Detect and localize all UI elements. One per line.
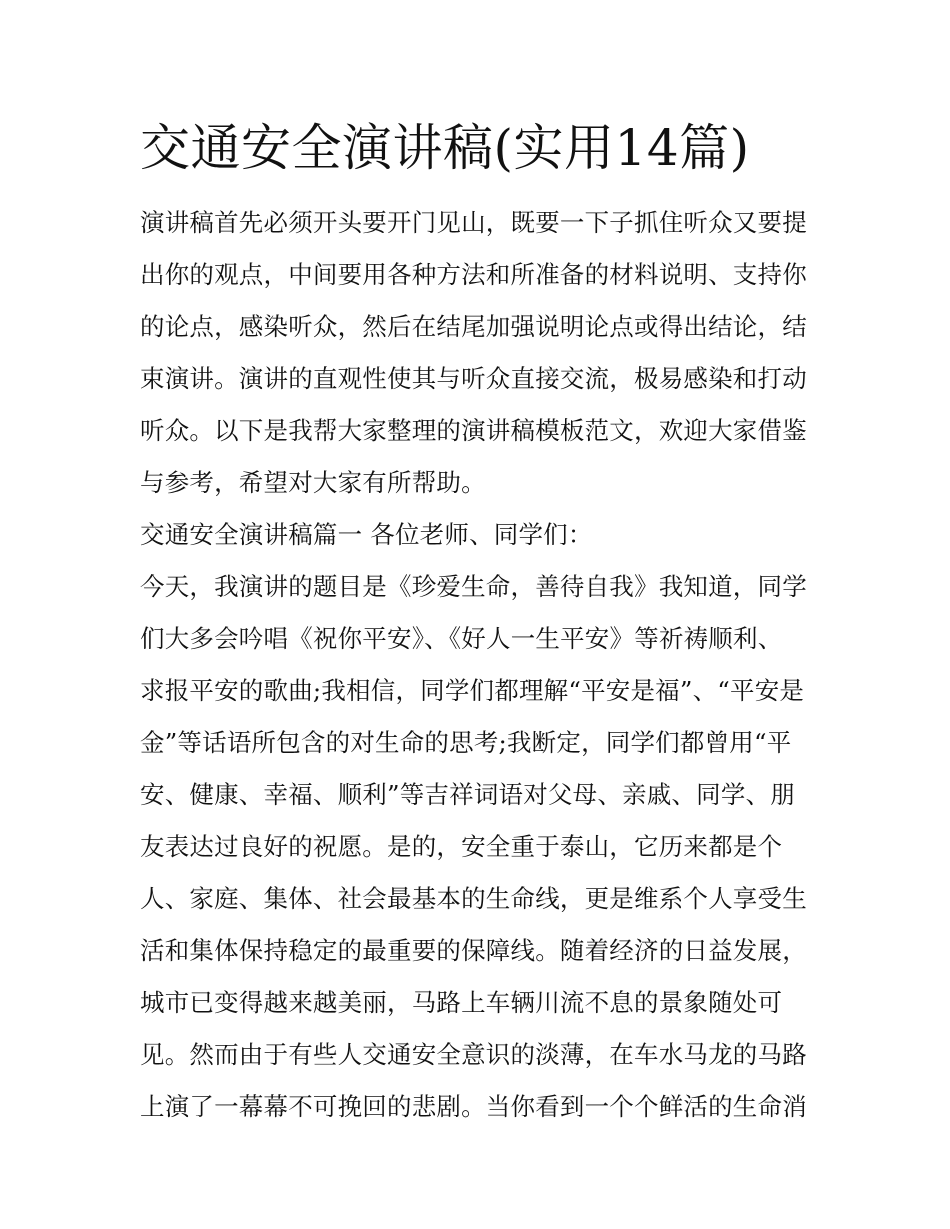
document-body xyxy=(140,197,812,1133)
body-line: 今天，我演讲的题目是《珍爱生命，善待自我》我知道，同学 xyxy=(140,572,807,601)
body-line: 安、健康、幸福、顺利”等吉祥词语对父母、亲戚、同学、朋 xyxy=(140,780,795,809)
body-line: 活和集体保持稳定的最重要的保障线。随着经济的日益发展， xyxy=(140,936,807,965)
body-line: 与参考，希望对大家有所帮助。 xyxy=(140,468,486,497)
document-title: 交通安全演讲稿(实用14篇) xyxy=(140,119,750,177)
body-line: 求报平安的歌曲;我相信，同学们都理解“平安是福”、“平安是 xyxy=(140,676,805,705)
body-line: 出你的观点，中间要用各种方法和所准备的材料说明、支持你 xyxy=(140,260,807,289)
body-line: 人、家庭、集体、社会最基本的生命线，更是维系个人享受生 xyxy=(140,884,807,913)
body-line: 的论点，感染听众，然后在结尾加强说明论点或得出结论，结 xyxy=(140,312,807,341)
body-line: 友表达过良好的祝愿。是的，安全重于泰山，它历来都是个 xyxy=(140,832,783,861)
body-line: 演讲稿首先必须开头要开门见山，既要一下子抓住听众又要提 xyxy=(140,208,807,237)
body-line: 束演讲。演讲的直观性使其与听众直接交流，极易感染和打动 xyxy=(140,364,807,393)
body-line: 见。然而由于有些人交通安全意识的淡薄，在车水马龙的马路 xyxy=(140,1040,807,1069)
body-line: 金”等话语所包含的对生命的思考;我断定，同学们都曾用“平 xyxy=(140,728,792,757)
section-heading-line: 交通安全演讲稿篇一 各位老师、同学们： xyxy=(140,520,593,549)
body-line: 上演了一幕幕不可挽回的悲剧。当你看到一个个鲜活的生命消 xyxy=(140,1092,807,1121)
body-line: 听众。以下是我帮大家整理的演讲稿模板范文，欢迎大家借鉴 xyxy=(140,416,807,445)
body-line: 们大多会吟唱《祝你平安》、《好人一生平安》等祈祷顺利、 xyxy=(140,624,783,653)
body-line: 城市已变得越来越美丽，马路上车辆川流不息的景象随处可 xyxy=(140,988,783,1017)
